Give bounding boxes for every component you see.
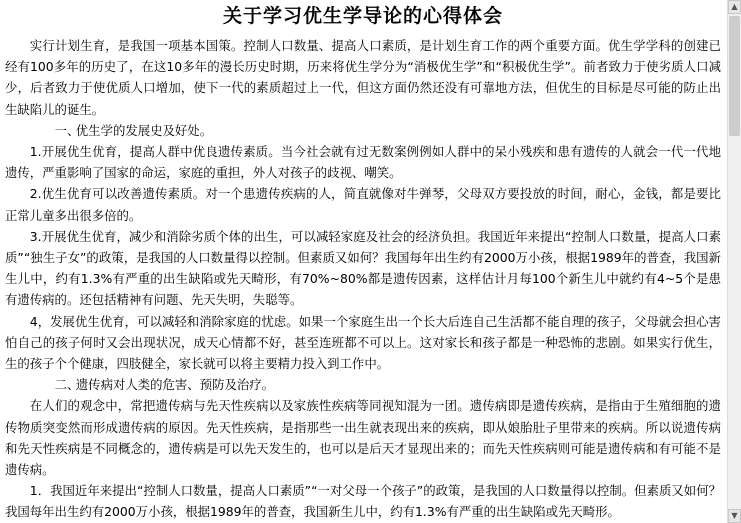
body-paragraph: 3.开展优生优育，减少和消除劣质个体的出生，可以减轻家庭及社会的经济负担。我国近年来提出“控制人口数量，提高人口素质”“独生子女”的政策，是我国的人口数量得以控制。但素质又如何？我国每年出生约有2000万小孩，根据1989年的普查，我国新生儿中，约有1.3%有严重的出生缺陷或先天畸形，有70%~80%都是遗传因素，这样估计月每100个新生儿中就约有4~5个是患有遗传病的。还包括精神有问题、先天失明，失聪等。 (5, 228, 721, 308)
body-paragraph: 在人们的观念中，常把遗传病与先天性疾病以及家族性疾病等同视知混为一团。遗传病即是遗传疾病，是指由于生殖细胞的遗传物质突变然而形成遗传病的原因。先天性疾病，是指那些一出生就表现出来的疾病，即从娘胎肚子里带来的疾病。所以说遗传病和先天性疾病是不同概念的，遗传病是可以先天发生的，也可以是后天才显现出来的；而先天性疾病则可能是遗传病和有可能不是遗传病。 (5, 398, 721, 478)
body-paragraph: 4，发展优生优育，可以减轻和消除家庭的忧虑。如果一个家庭生出一个长大后连自己生活都不能自理的孩子，父母就会担心害怕自己的孩子何时又会出现状况，成天心情都不好，甚至连班都不可以上。这对家长和孩子都是一种恐怖的悲剧。如果实行优生，生的孩子个个健康，四肢健全，家长就可以将主要精力投入到工作中。 (5, 313, 721, 372)
section-heading-1 (5, 120, 721, 141)
body-paragraph: 2.优生优育可以改善遗传素质。对一个患遗传疾病的人，简直就像对牛弹琴，父母双方要投放的时间，耐心，金钱，都是要比正常儿童多出很多倍的。 (5, 186, 721, 223)
intro-paragraph: 实行计划生育，是我国一项基本国策。控制人口数量、提高人口素质，是计划生育工作的两个重要方面。优生学学科的创建已经有100多年的历史了，在这10多年的漫长历史时期，历来将优生学分为“消极优生学”和“积极优生学”。前者致力于使劣质人口减少，后者致力于使优质人口增加，使下一代的素质超过上一代，但这方面仍然还没有可靠地方法，但优生的目标是尽可能的防止出生缺陷儿的诞生。 (5, 38, 721, 117)
scroll-down-icon[interactable]: ▼ (728, 509, 741, 523)
section-heading-text: 遗传病对人类的危害、预防及治疗。 (75, 377, 275, 393)
body-paragraph: 1.开展优生优育，提高人群中优良遗传素质。当今社会就有过无数案例例如人群中的呆小残疾和患有遗传的人就会一代一代地遗传，严重影响了国家的命运，家庭的重担，外人对孩子的歧视、嘲笑。 (5, 144, 721, 181)
section-number: 一、 (54, 122, 80, 138)
section-number: 二、 (54, 377, 80, 393)
section-heading-text: 优生学的发展史及好处。 (75, 122, 213, 138)
scroll-up-icon[interactable]: ▲ (728, 0, 741, 14)
vertical-scrollbar[interactable] (727, 0, 741, 523)
body-paragraph: 1．我国近年来提出“控制人口数量，提高人口素质”“一对父母一个孩子”的政策，是我国的人口数量得以控制。但素质又如何？我国每年出生约有2000万小孩，根据1989年的普查，我国新生儿中，约有1.3%有严重的出生缺陷或先天畸形。 (5, 483, 721, 520)
document-title: 关于学习优生学导论的心得体会 (222, 5, 503, 27)
scrollbar-thumb[interactable] (729, 16, 740, 136)
section-heading-2 (5, 374, 721, 395)
